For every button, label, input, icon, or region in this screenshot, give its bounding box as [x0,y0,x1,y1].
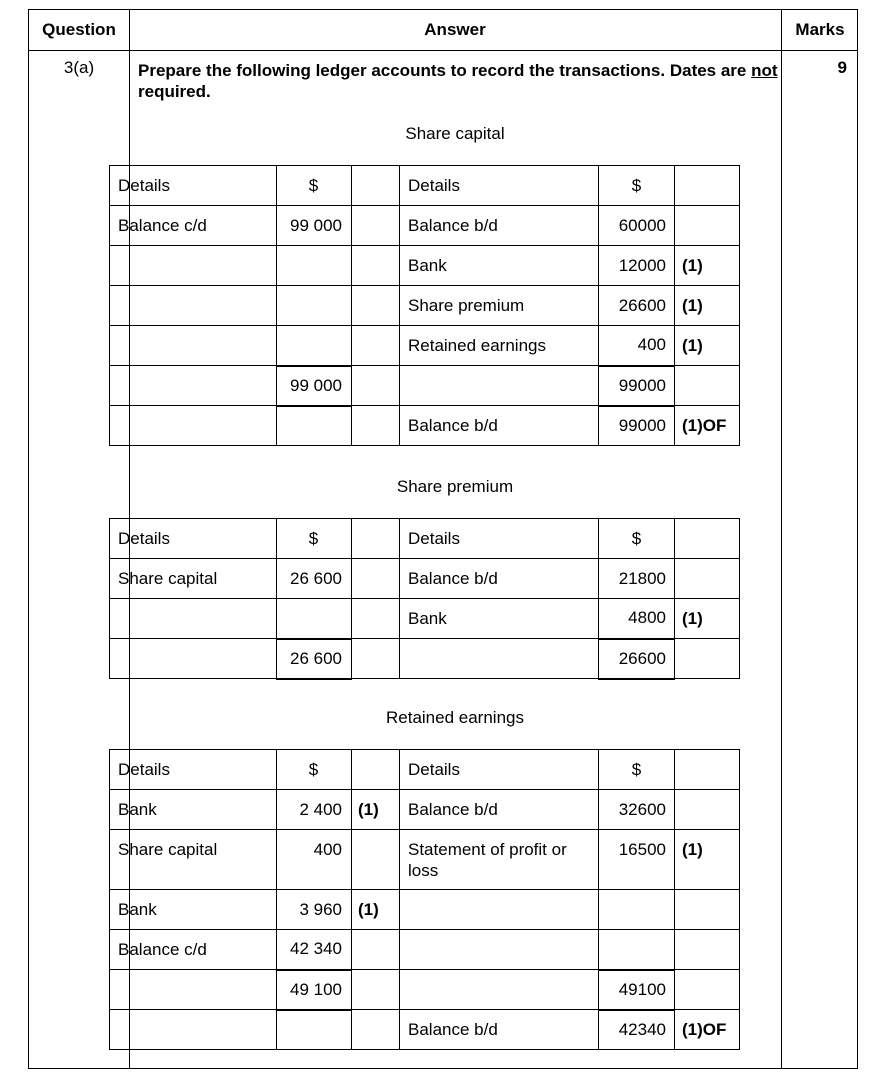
credit-amount [599,930,675,970]
share-capital-title: Share capital [405,124,505,143]
debit-total: 49 100 [277,970,352,1010]
total-spacer [675,639,740,679]
credit-total: 99000 [599,366,675,406]
ledger-entry-row [110,890,740,930]
ledger-entry-row [110,790,740,830]
credit-mark: (1)OF [675,1010,740,1050]
column-divider [781,10,782,1068]
instruction-text: required. [138,82,211,101]
credit-mark: (1) [675,286,740,326]
total-spacer [352,639,400,679]
credit-detail: Balance b/d [400,406,599,446]
credit-amount [599,890,675,930]
credit-detail: Balance b/d [400,1010,599,1050]
debit-detail [110,326,277,366]
credit-detail: Balance b/d [400,206,599,246]
header-divider [29,50,857,51]
credit-detail [400,890,599,930]
total-spacer [110,366,277,406]
col-amount-header: $ [599,519,675,559]
debit-mark [352,286,400,326]
ledger-entry-row [110,599,740,639]
ledger-total-row [110,970,740,1010]
debit-amount [277,286,352,326]
ledger-entry-row [110,930,740,970]
debit-total: 26 600 [277,639,352,679]
ledger-header-row [110,750,740,790]
debit-detail [110,406,277,446]
debit-mark: (1) [352,890,400,930]
debit-total: 99 000 [277,366,352,406]
share-premium-title: Share premium [396,477,514,496]
debit-detail: Bank [110,890,277,930]
instruction-underlined: not [751,61,778,80]
total-spacer [352,366,400,406]
col-details-header: Details [110,750,277,790]
debit-detail: Share capital [110,830,277,890]
debit-mark [352,206,400,246]
credit-mark: (1) [675,830,740,890]
credit-mark [675,890,740,930]
credit-detail [400,930,599,970]
credit-detail: Statement of profit or loss [400,830,599,890]
col-amount-header: $ [277,750,352,790]
debit-mark [352,326,400,366]
ledger-header-row [110,166,740,206]
debit-amount [277,406,352,446]
col-mark-header [675,750,740,790]
credit-detail: Balance b/d [400,790,599,830]
debit-amount [277,1010,352,1050]
debit-detail: Balance c/d [110,930,277,970]
header-answer: Answer [424,20,486,39]
credit-amount: 42340 [599,1010,675,1050]
debit-mark [352,930,400,970]
debit-detail: Balance c/d [110,206,277,246]
debit-detail [110,246,277,286]
debit-amount [277,599,352,639]
col-amount-header: $ [599,750,675,790]
question-number: 3(a) [63,58,95,77]
credit-mark [675,559,740,599]
ledger-header-row [110,519,740,559]
credit-mark [675,206,740,246]
credit-detail: Share premium [400,286,599,326]
instruction-text: Prepare the following ledger accounts to record the transactions. Dates are [138,61,752,80]
credit-detail: Bank [400,599,599,639]
debit-amount: 99 000 [277,206,352,246]
debit-detail [110,1010,277,1050]
credit-detail: Bank [400,246,599,286]
ledger-entry-row [110,830,740,890]
debit-amount [277,326,352,366]
credit-amount: 99000 [599,406,675,446]
header-marks: Marks [795,20,845,39]
total-spacer [675,970,740,1010]
credit-amount: 4800 [599,599,675,639]
credit-mark [675,930,740,970]
credit-amount: 60000 [599,206,675,246]
credit-amount: 21800 [599,559,675,599]
debit-detail: Bank [110,790,277,830]
ledger-entry-row [110,246,740,286]
credit-total: 49100 [599,970,675,1010]
col-mark-header [675,519,740,559]
debit-amount: 400 [277,830,352,890]
question-marks: 9 [837,58,847,77]
debit-amount: 26 600 [277,559,352,599]
total-spacer [110,970,277,1010]
share-capital-ledger [109,165,740,446]
debit-amount: 2 400 [277,790,352,830]
credit-amount: 12000 [599,246,675,286]
debit-amount: 3 960 [277,890,352,930]
debit-mark [352,1010,400,1050]
ledger-balance-bd-row [110,406,740,446]
credit-amount: 26600 [599,286,675,326]
total-spacer [400,970,599,1010]
ledger-total-row [110,366,740,406]
credit-detail: Balance b/d [400,559,599,599]
credit-amount: 16500 [599,830,675,890]
question-instruction [138,60,778,102]
ledger-balance-bd-row [110,1010,740,1050]
debit-detail: Share capital [110,559,277,599]
col-details-header: Details [400,519,599,559]
credit-mark: (1) [675,246,740,286]
debit-mark [352,559,400,599]
debit-mark [352,830,400,890]
debit-detail [110,599,277,639]
col-amount-header: $ [277,166,352,206]
col-mark-header [352,519,400,559]
debit-amount [277,246,352,286]
ledger-entry-row [110,286,740,326]
total-spacer [400,366,599,406]
credit-mark [675,790,740,830]
credit-mark: (1) [675,599,740,639]
debit-detail [110,286,277,326]
col-mark-header [352,166,400,206]
col-mark-header [352,750,400,790]
col-details-header: Details [400,750,599,790]
ledger-entry-row [110,206,740,246]
retained-earnings-title: Retained earnings [386,708,524,727]
col-amount-header: $ [277,519,352,559]
col-details-header: Details [400,166,599,206]
credit-detail: Retained earnings [400,326,599,366]
col-details-header: Details [110,166,277,206]
credit-mark: (1)OF [675,406,740,446]
credit-amount: 32600 [599,790,675,830]
total-spacer [675,366,740,406]
total-spacer [352,970,400,1010]
debit-mark [352,599,400,639]
credit-mark: (1) [675,326,740,366]
col-details-header: Details [110,519,277,559]
total-spacer [400,639,599,679]
ledger-entry-row [110,326,740,366]
ledger-entry-row [110,559,740,599]
debit-mark [352,406,400,446]
retained-earnings-ledger [109,749,740,1050]
debit-mark: (1) [352,790,400,830]
ledger-total-row [110,639,740,679]
col-mark-header [675,166,740,206]
debit-amount: 42 340 [277,930,352,970]
debit-mark [352,246,400,286]
col-amount-header: $ [599,166,675,206]
credit-total: 26600 [599,639,675,679]
header-question: Question [42,20,116,39]
share-premium-ledger [109,518,740,680]
credit-amount: 400 [599,326,675,366]
total-spacer [110,639,277,679]
